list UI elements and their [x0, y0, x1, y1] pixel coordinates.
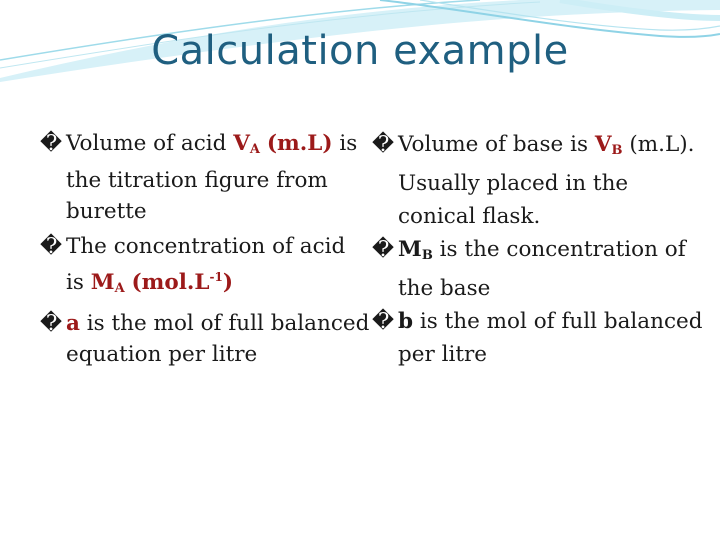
bullet-mb-definition	[372, 233, 712, 305]
bullet-b-definition	[372, 305, 712, 371]
variable: M	[90, 270, 115, 295]
variable: M	[398, 237, 422, 262]
bullet-continuation: is the titration figure from burette	[66, 131, 358, 224]
bullet-continuation: Usually placed in the conical flask.	[398, 171, 629, 229]
bullet-a-definition	[40, 308, 370, 370]
bullet-text: is the mol of full balanced equation per litre	[66, 311, 370, 367]
variable: b	[398, 309, 414, 334]
slide-title: Calculation example	[151, 28, 569, 74]
unit: (m.L).	[629, 132, 695, 157]
variable: V	[233, 131, 250, 156]
bullet-text: is the mol of full balanced per litre	[398, 309, 703, 367]
bullet-volume-of-acid	[40, 128, 370, 227]
unit-superscript: -1	[209, 270, 223, 284]
bullet-text: Volume of acid	[66, 131, 234, 156]
bullet-text: is the concentration of the base	[398, 237, 686, 301]
unit: (m.L)	[266, 131, 333, 156]
variable-subscript: A	[114, 281, 125, 296]
bullet-glyph: �	[40, 234, 63, 259]
variable-subscript: B	[421, 248, 433, 263]
bullet-glyph: �	[372, 237, 395, 262]
bullet-acid-concentration	[40, 231, 370, 304]
variable: V	[594, 132, 612, 157]
bullet-text: The concentration of acid is	[66, 234, 346, 295]
right-column	[372, 128, 712, 371]
unit-suffix: )	[222, 270, 234, 295]
bullet-glyph: �	[40, 311, 63, 336]
left-column	[40, 128, 370, 374]
bullet-text: Volume of base is	[398, 132, 595, 157]
variable-subscript: B	[611, 143, 623, 158]
bullet-glyph: �	[372, 309, 395, 334]
bullet-glyph: �	[40, 131, 63, 156]
bullet-volume-of-base	[372, 128, 712, 233]
unit-prefix: (mol.L	[131, 270, 210, 295]
variable-subscript: A	[249, 142, 261, 157]
bullet-glyph: �	[372, 132, 395, 157]
variable: a	[66, 311, 80, 336]
